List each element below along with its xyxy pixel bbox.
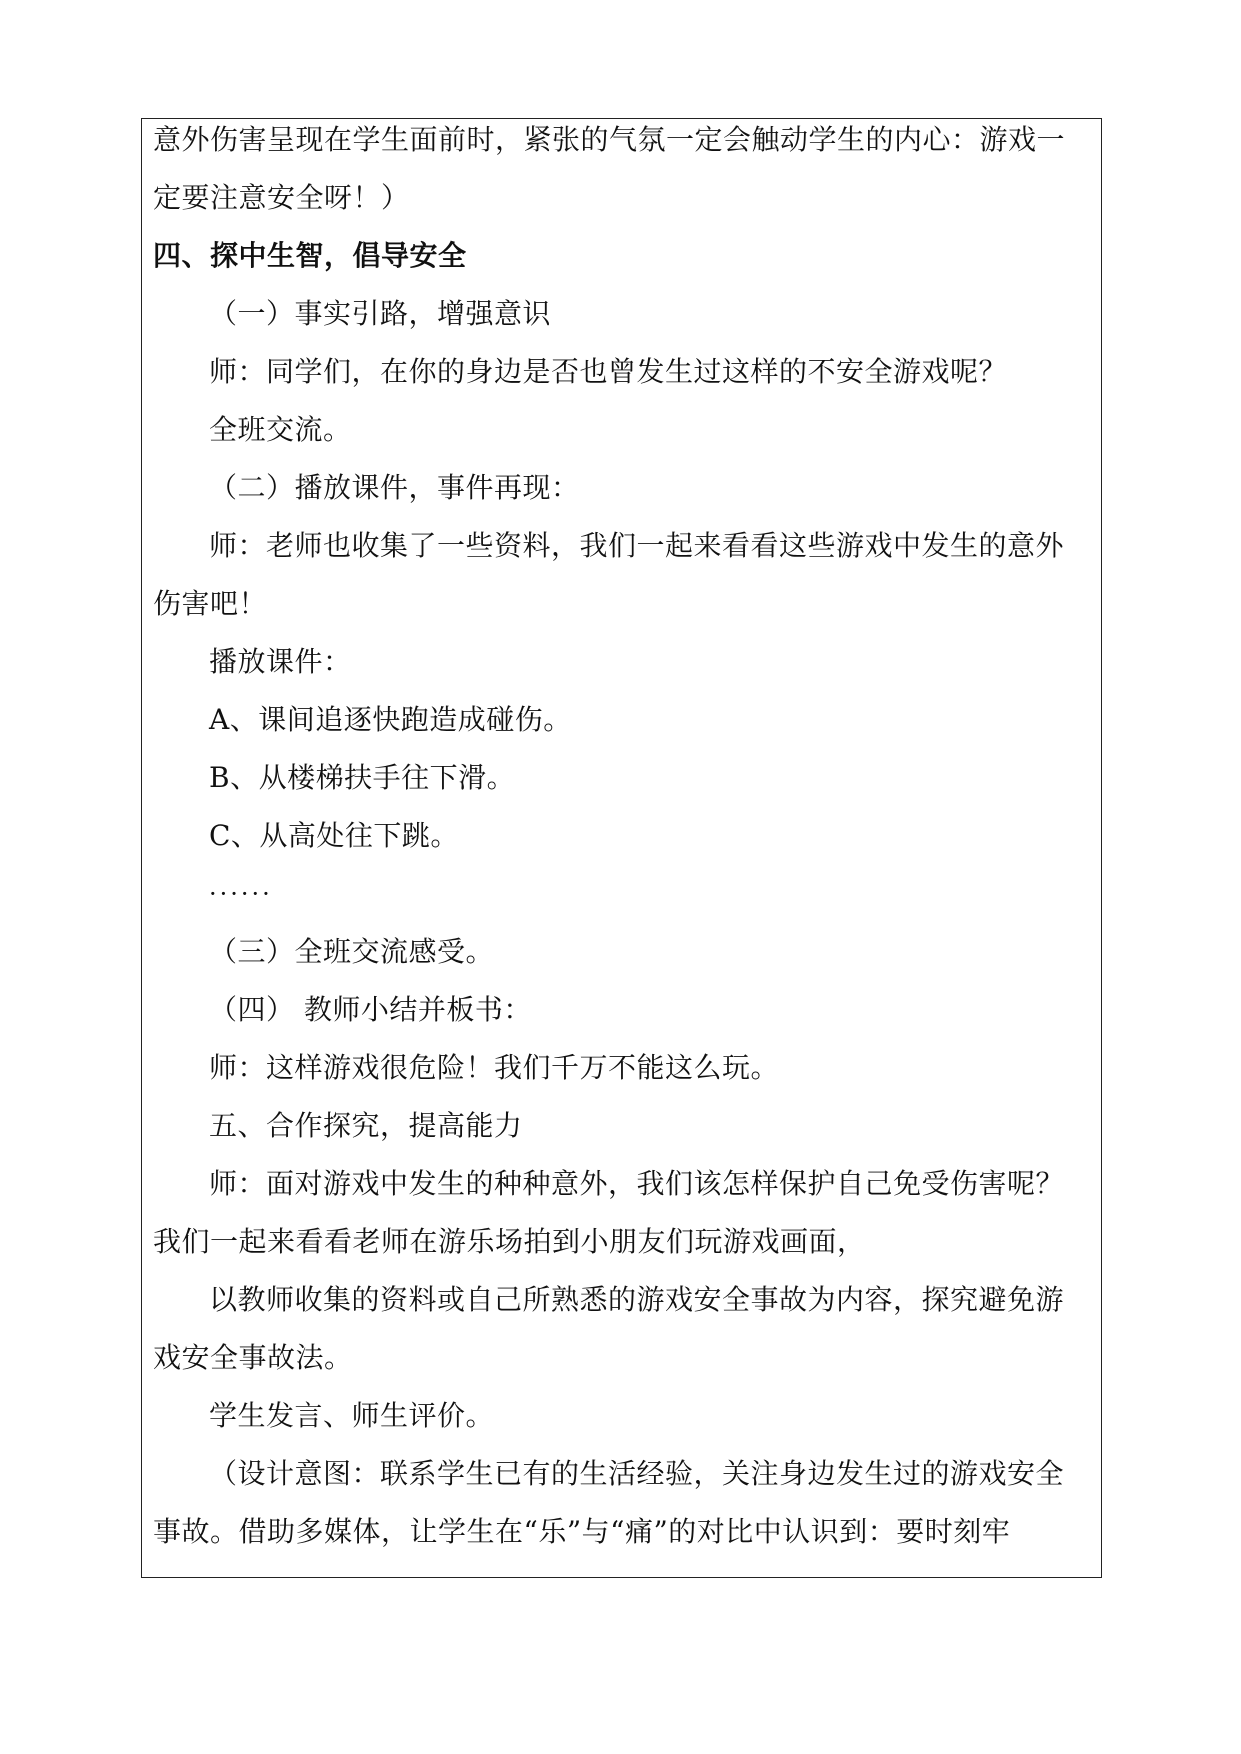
subsection-heading: （三）全班交流感受。 (209, 935, 495, 968)
paragraph-line: 伤害吧！ (153, 587, 268, 620)
subsection-heading: （四） 教师小结并板书： (209, 993, 532, 1026)
paragraph-line: 全班交流。 (209, 413, 352, 446)
paragraph-line: 定要注意安全呀！） (153, 181, 410, 214)
paragraph-line: （设计意图：联系学生已有的生活经验，关注身边发生过的游戏安全 (209, 1457, 1065, 1490)
paragraph-line: 师：老师也收集了一些资料，我们一起来看看这些游戏中发生的意外 (209, 529, 1065, 562)
paragraph-line: 意外伤害呈现在学生面前时，紧张的气氛一定会触动学生的内心：游戏一 (153, 123, 1066, 156)
paragraph-line: 以教师收集的资料或自己所熟悉的游戏安全事故为内容，探究避免游 (209, 1283, 1065, 1316)
paragraph-line: 戏安全事故法。 (153, 1341, 353, 1374)
paragraph-line: 师：这样游戏很危险！我们千万不能这么玩。 (209, 1051, 780, 1084)
subsection-heading: （一）事实引路，增强意识 (209, 297, 552, 330)
list-item: A、课间追逐快跑造成碰伤。 (209, 703, 572, 736)
list-item: C、从高处往下跳。 (209, 819, 459, 852)
subsection-heading: （二）播放课件，事件再现： (209, 471, 580, 504)
section-heading: 五、合作探究，提高能力 (209, 1109, 523, 1142)
ellipsis: ······ (209, 880, 273, 908)
section-heading: 四、探中生智，倡导安全 (153, 239, 467, 272)
paragraph-line: 师：同学们，在你的身边是否也曾发生过这样的不安全游戏呢？ (209, 355, 1008, 388)
paragraph-line: 播放课件： (209, 645, 352, 678)
paragraph-line: 师：面对游戏中发生的种种意外，我们该怎样保护自己免受伤害呢？ (209, 1167, 1065, 1200)
paragraph-line: 我们一起来看看老师在游乐场拍到小朋友们玩游戏画面， (153, 1225, 866, 1258)
list-item: B、从楼梯扶手往下滑。 (209, 761, 516, 794)
paragraph-line: 学生发言、师生评价。 (209, 1399, 495, 1432)
paragraph-line: 事故。借助多媒体，让学生在“乐”与“痛”的对比中认识到：要时刻牢 (153, 1515, 1011, 1548)
